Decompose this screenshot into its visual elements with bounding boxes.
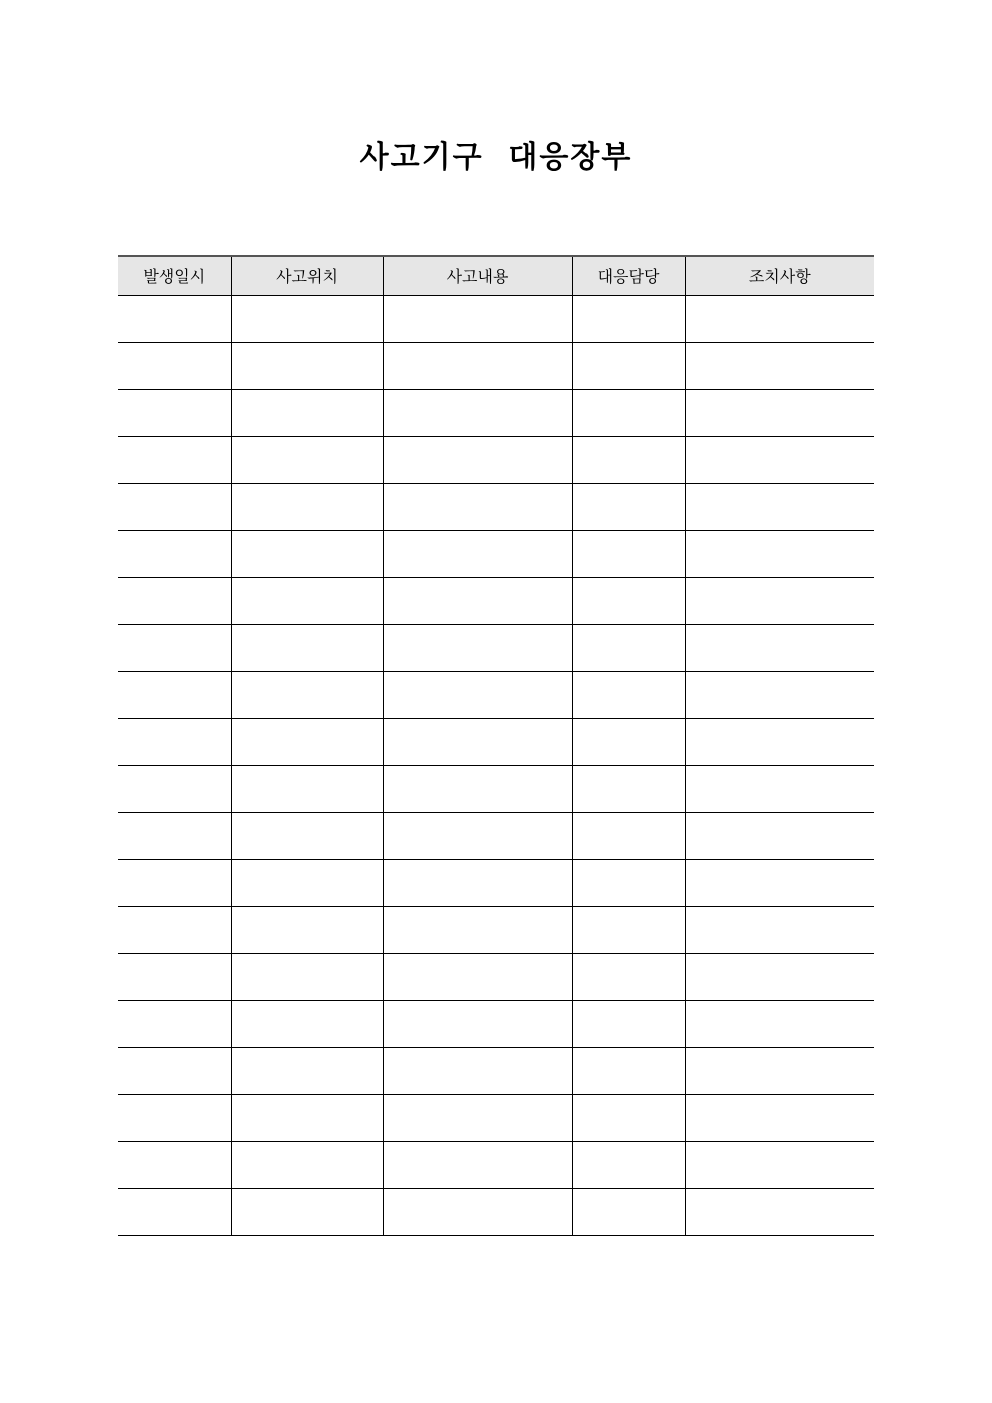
table-cell-occurrence-datetime[interactable] [118, 1141, 231, 1188]
table-cell-responder[interactable] [572, 1000, 685, 1047]
table-row [118, 765, 874, 812]
table-row [118, 953, 874, 1000]
table-cell-responder[interactable] [572, 812, 685, 859]
table-cell-responder[interactable] [572, 295, 685, 342]
table-cell-incident-location[interactable] [231, 342, 383, 389]
table-cell-occurrence-datetime[interactable] [118, 812, 231, 859]
table-header-row [118, 256, 874, 295]
table-cell-incident-location[interactable] [231, 859, 383, 906]
table-cell-incident-location[interactable] [231, 812, 383, 859]
table-cell-incident-location[interactable] [231, 577, 383, 624]
table-cell-incident-location[interactable] [231, 718, 383, 765]
table-cell-action-taken[interactable] [685, 389, 874, 436]
table-cell-action-taken[interactable] [685, 295, 874, 342]
table-row [118, 389, 874, 436]
table-cell-incident-location[interactable] [231, 671, 383, 718]
table-cell-responder[interactable] [572, 765, 685, 812]
table-cell-responder[interactable] [572, 342, 685, 389]
table-cell-responder[interactable] [572, 859, 685, 906]
table-cell-occurrence-datetime[interactable] [118, 342, 231, 389]
table-cell-responder[interactable] [572, 530, 685, 577]
table-cell-responder[interactable] [572, 671, 685, 718]
table-cell-occurrence-datetime[interactable] [118, 1188, 231, 1235]
table-row [118, 483, 874, 530]
table-cell-incident-details[interactable] [383, 671, 572, 718]
table-cell-responder[interactable] [572, 1094, 685, 1141]
table-cell-occurrence-datetime[interactable] [118, 483, 231, 530]
table-row [118, 1047, 874, 1094]
table-row [118, 342, 874, 389]
table-cell-incident-location[interactable] [231, 436, 383, 483]
table-cell-action-taken[interactable] [685, 953, 874, 1000]
table-row [118, 671, 874, 718]
table-cell-incident-location[interactable] [231, 1047, 383, 1094]
table-cell-incident-details[interactable] [383, 624, 572, 671]
table-cell-action-taken[interactable] [685, 718, 874, 765]
table-row [118, 906, 874, 953]
table-row [118, 1141, 874, 1188]
table-cell-action-taken[interactable] [685, 624, 874, 671]
table-cell-occurrence-datetime[interactable] [118, 295, 231, 342]
column-header-occurrence-datetime: 발생일시 [118, 256, 231, 295]
table-cell-incident-details[interactable] [383, 389, 572, 436]
table-row [118, 530, 874, 577]
table-cell-responder[interactable] [572, 906, 685, 953]
table-cell-incident-details[interactable] [383, 1000, 572, 1047]
table-cell-occurrence-datetime[interactable] [118, 859, 231, 906]
table-cell-responder[interactable] [572, 483, 685, 530]
table-cell-incident-location[interactable] [231, 624, 383, 671]
column-header-incident-location: 사고위치 [231, 256, 383, 295]
table-cell-incident-location[interactable] [231, 953, 383, 1000]
table-cell-action-taken[interactable] [685, 765, 874, 812]
table-cell-incident-details[interactable] [383, 812, 572, 859]
table-row [118, 812, 874, 859]
table-cell-action-taken[interactable] [685, 483, 874, 530]
table-cell-occurrence-datetime[interactable] [118, 953, 231, 1000]
table-cell-occurrence-datetime[interactable] [118, 765, 231, 812]
table-cell-incident-location[interactable] [231, 483, 383, 530]
table-cell-occurrence-datetime[interactable] [118, 530, 231, 577]
table-cell-incident-location[interactable] [231, 1141, 383, 1188]
table-cell-responder[interactable] [572, 718, 685, 765]
table-cell-incident-location[interactable] [231, 1188, 383, 1235]
table-cell-action-taken[interactable] [685, 1141, 874, 1188]
table-cell-incident-details[interactable] [383, 295, 572, 342]
table-cell-incident-details[interactable] [383, 342, 572, 389]
table-cell-incident-details[interactable] [383, 1094, 572, 1141]
table-cell-occurrence-datetime[interactable] [118, 1047, 231, 1094]
table-cell-action-taken[interactable] [685, 1000, 874, 1047]
table-cell-occurrence-datetime[interactable] [118, 1094, 231, 1141]
table-cell-occurrence-datetime[interactable] [118, 718, 231, 765]
table-cell-responder[interactable] [572, 436, 685, 483]
table-cell-responder[interactable] [572, 1188, 685, 1235]
table-cell-action-taken[interactable] [685, 906, 874, 953]
table-cell-incident-details[interactable] [383, 577, 572, 624]
column-header-action-taken: 조치사항 [685, 256, 874, 295]
table-cell-responder[interactable] [572, 577, 685, 624]
table-cell-incident-details[interactable] [383, 953, 572, 1000]
table-cell-action-taken[interactable] [685, 671, 874, 718]
table-cell-action-taken[interactable] [685, 577, 874, 624]
incident-ledger-table [118, 255, 874, 1236]
table-cell-action-taken[interactable] [685, 530, 874, 577]
table-body [118, 295, 874, 1235]
table-row [118, 718, 874, 765]
table-row [118, 1000, 874, 1047]
table-row [118, 295, 874, 342]
table-cell-action-taken[interactable] [685, 1188, 874, 1235]
table-cell-incident-location[interactable] [231, 389, 383, 436]
column-header-incident-details: 사고내용 [383, 256, 572, 295]
table-cell-incident-location[interactable] [231, 1094, 383, 1141]
table-cell-occurrence-datetime[interactable] [118, 436, 231, 483]
table-cell-incident-details[interactable] [383, 483, 572, 530]
table-cell-occurrence-datetime[interactable] [118, 1000, 231, 1047]
table-row [118, 1094, 874, 1141]
table-cell-occurrence-datetime[interactable] [118, 906, 231, 953]
table-cell-incident-details[interactable] [383, 1188, 572, 1235]
table-cell-incident-details[interactable] [383, 718, 572, 765]
column-header-responder: 대응담당 [572, 256, 685, 295]
table-cell-responder[interactable] [572, 953, 685, 1000]
table-cell-incident-location[interactable] [231, 1000, 383, 1047]
table-row [118, 1188, 874, 1235]
table-cell-incident-details[interactable] [383, 1047, 572, 1094]
table-row [118, 577, 874, 624]
table-cell-action-taken[interactable] [685, 859, 874, 906]
table-cell-action-taken[interactable] [685, 812, 874, 859]
table-cell-action-taken[interactable] [685, 1047, 874, 1094]
table-cell-incident-location[interactable] [231, 530, 383, 577]
table-cell-responder[interactable] [572, 624, 685, 671]
table-row [118, 624, 874, 671]
table-cell-occurrence-datetime[interactable] [118, 624, 231, 671]
table-cell-responder[interactable] [572, 1141, 685, 1188]
table-cell-incident-details[interactable] [383, 906, 572, 953]
table-cell-occurrence-datetime[interactable] [118, 577, 231, 624]
table-cell-incident-location[interactable] [231, 295, 383, 342]
document-title: 사고기구 대응장부 [359, 140, 633, 175]
table-cell-action-taken[interactable] [685, 436, 874, 483]
table-cell-incident-location[interactable] [231, 765, 383, 812]
table-cell-action-taken[interactable] [685, 1094, 874, 1141]
table-cell-action-taken[interactable] [685, 342, 874, 389]
table-cell-incident-details[interactable] [383, 1141, 572, 1188]
table-cell-incident-location[interactable] [231, 906, 383, 953]
table-cell-responder[interactable] [572, 389, 685, 436]
table-cell-incident-details[interactable] [383, 765, 572, 812]
table-cell-incident-details[interactable] [383, 436, 572, 483]
table-cell-occurrence-datetime[interactable] [118, 671, 231, 718]
table-cell-occurrence-datetime[interactable] [118, 389, 231, 436]
table-cell-incident-details[interactable] [383, 530, 572, 577]
table-row [118, 436, 874, 483]
table-row [118, 859, 874, 906]
table-cell-responder[interactable] [572, 1047, 685, 1094]
table-cell-incident-details[interactable] [383, 859, 572, 906]
